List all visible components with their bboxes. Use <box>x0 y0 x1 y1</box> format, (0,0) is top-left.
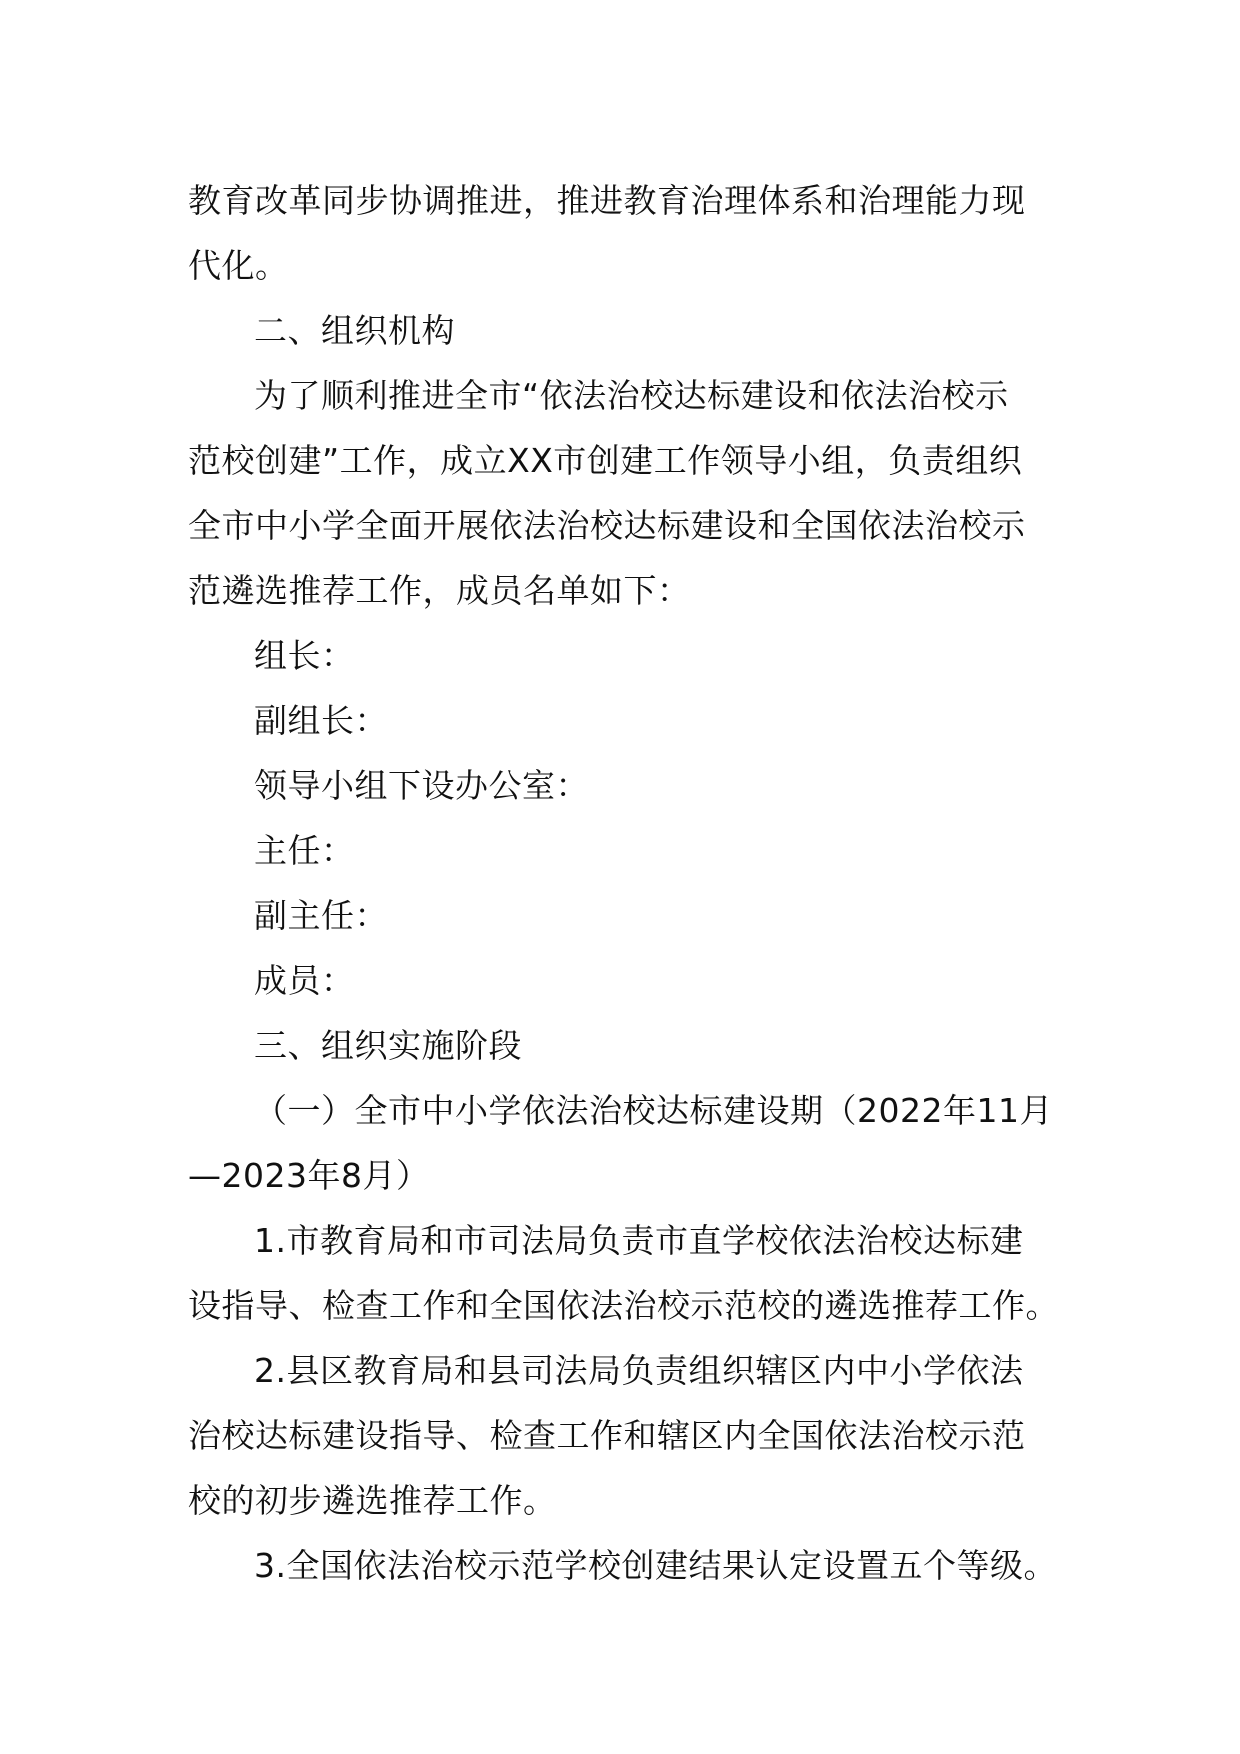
list-item: 校的初步遴选推荐工作。 <box>188 1481 557 1520</box>
list-item: 1.市教育局和市司法局负责市直学校依法治校达标建 <box>254 1221 1024 1260</box>
member-role-line: 组长： <box>254 636 355 675</box>
list-item: 治校达标建设指导、检查工作和辖区内全国依法治校示范 <box>188 1416 1026 1455</box>
section-heading: 三、组织实施阶段 <box>254 1026 522 1065</box>
list-item: 2.县区教育局和县司法局负责组织辖区内中小学依法 <box>254 1351 1024 1390</box>
body-line: 为了顺利推进全市“依法治校达标建设和依法治校示 <box>254 376 1009 415</box>
body-line: 代化。 <box>188 246 289 285</box>
body-line: 教育改革同步协调推进，推进教育治理体系和治理能力现 <box>188 181 1026 220</box>
body-line: 范校创建”工作，成立XX市创建工作领导小组，负责组织 <box>188 441 1023 480</box>
member-role-line: 副主任： <box>254 896 388 935</box>
list-item: 设指导、检查工作和全国依法治校示范校的遴选推荐工作。 <box>188 1286 1059 1325</box>
list-item: 3.全国依法治校示范学校创建结果认定设置五个等级。 <box>254 1546 1057 1585</box>
subsection-heading: （一）全市中小学依法治校达标建设期（2022年11月 <box>254 1091 1053 1130</box>
document-body <box>188 168 1059 1598</box>
member-role-line: 副组长： <box>254 701 388 740</box>
subsection-heading: —2023年8月） <box>188 1156 430 1195</box>
member-role-line: 成员： <box>254 961 355 1000</box>
body-line: 范遴选推荐工作，成员名单如下： <box>188 571 691 610</box>
body-line: 全市中小学全面开展依法治校达标建设和全国依法治校示 <box>188 506 1026 545</box>
member-role-line: 领导小组下设办公室： <box>254 766 589 805</box>
member-role-line: 主任： <box>254 831 355 870</box>
section-heading: 二、组织机构 <box>254 311 455 350</box>
